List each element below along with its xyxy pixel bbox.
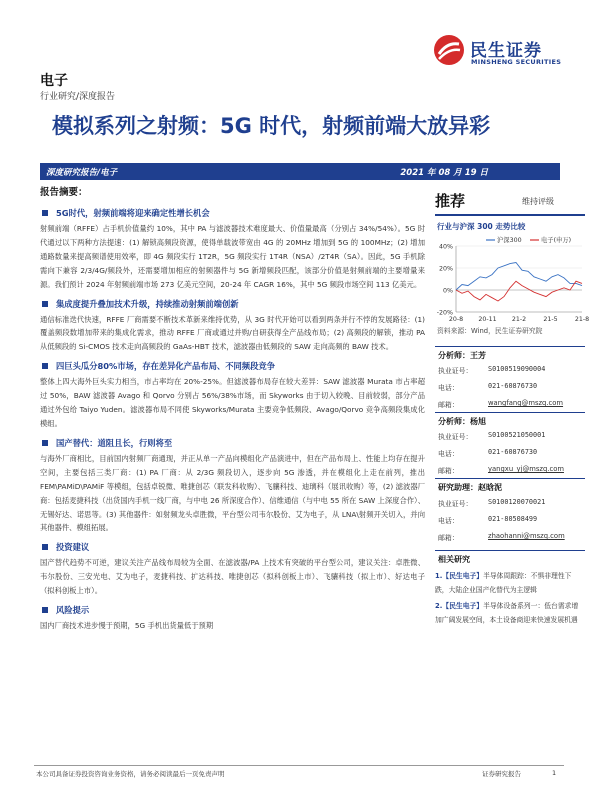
email-link[interactable]: wangfang@mszq.com [488, 399, 564, 407]
y-tick-label: -20% [436, 309, 453, 317]
x-tick-label: 21-2 [511, 316, 527, 323]
footer-divider [34, 765, 564, 766]
page-number: 1 [552, 769, 557, 777]
x-tick-label: 21-8 [574, 316, 590, 323]
summary-section [40, 360, 425, 431]
band-report-type: 深度研究报告/电子 [46, 168, 118, 178]
bullet-square-icon [42, 440, 48, 446]
report-category: 行业研究/深度报告 [40, 92, 116, 102]
footer-disclaimer: 本公司具备证券投资咨询业务资格，请务必阅读最后一页免责声明 [36, 770, 225, 778]
bullet-square-icon [42, 607, 48, 613]
section-paragraph: 射频前端（RFFE）占手机价值量约 10%，其中 PA 与滤波器技术难度最大、价值量最高（分别占 34%/54%）。5G 时代通过以下两种方法提速：(1) 解锁高频段资源，使得单载波带宽由 4G 的 20MHz 增加到 5G 的 100MHz；(2) 增加通路数量来提高频谱使用效率，即 4G 频段实行 1T2R，5G 频段实行 1T4R（NSA）/2T4R（SA）。因此，5G 手机除需向下兼容 2/3/4G/频段外，还需要增加相应的射频器件与 5G 新增频段匹配，该部分价值是射频前端的主要增量来源。我们预计 2024 年射频前端市场 273 亿美元空间，20-24 年 CAGR 16%，其中 5G 频段市场空间 113 亿美元。 [40, 224, 425, 289]
trend-chart [432, 232, 590, 326]
rating-recommend: 推荐 [435, 192, 466, 210]
bullet-square-icon [42, 544, 48, 550]
analyst-heading: 研究助理：赵晗泥 [435, 478, 585, 493]
summary-section [40, 437, 425, 535]
bullet-square-icon [42, 210, 48, 216]
logo-text-en: MINSHENG SECURITIES [471, 58, 562, 66]
legend-label: 沪深300 [497, 237, 522, 244]
bullet-square-icon [42, 301, 48, 307]
analyst-row: 电话： 021-80508499 [438, 515, 538, 525]
y-tick-label: 0% [443, 287, 453, 295]
band-report-date: 2021 年 08 月 19 日 [400, 168, 488, 178]
series-line-0 [456, 263, 582, 291]
related-research-heading: 相关研究 [435, 550, 585, 565]
analyst-row[interactable]: 邮箱： wangfang@mszq.com [438, 399, 564, 409]
section-paragraph: 国产替代趋势不可逆，建议关注产品线布局较为全面、在滤波器/PA 上技术有突破的平台型公司，建议关注：卓胜微、韦尔股份、三安光电、艾为电子，麦捷科技、扩达科技、唯捷创芯（拟科创板上市）、飞骧科技（拟上市）、好达电子（拟科创板上市）。 [40, 558, 425, 596]
summary-heading: 报告摘要： [40, 187, 88, 198]
section-heading: 集成度提升叠加技术升级，持续推动射频前端创新 [40, 298, 425, 310]
summary-section [40, 298, 425, 355]
rating-divider [435, 214, 585, 216]
section-heading: 5G时代，射频前端将迎来确定性增长机会 [40, 207, 425, 219]
analyst-row: 电话： 021-60876730 [438, 382, 538, 392]
bullet-square-icon [42, 363, 48, 369]
y-tick-label: 40% [439, 243, 453, 251]
analyst-row: 执业证号： S0100120070021 [438, 498, 546, 508]
report-title: 模拟系列之射频：5G 时代，射频前端大放异彩 [52, 114, 491, 138]
summary-section [40, 604, 425, 633]
chart-source: 资料来源：Wind，民生证券研究院 [437, 327, 543, 335]
x-tick-label: 20-11 [478, 316, 497, 323]
section-heading: 风险提示 [40, 604, 425, 616]
analyst-row: 执业证号： S0100521050001 [438, 431, 546, 441]
legend-label: 电子(申万) [541, 237, 572, 244]
analyst-row[interactable]: 邮箱： zhaohanni@mszq.com [438, 532, 565, 542]
section-paragraph: 国内厂商技术进步慢于预期，5G 手机出货量低于预期 [40, 621, 214, 631]
summary-section [40, 207, 425, 292]
analyst-row: 电话： 021-60876730 [438, 448, 538, 458]
summary-column [40, 181, 425, 633]
section-paragraph: 整体上四大海外巨头实力相当，市占率均在 20%-25%。但滤波器布局存在较大差异：SAW 滤波器 Murata 市占率超过 50%，BAW 滤波器 Avago 和 Qorvo 分别占 56%/38%市场，而 Skyworks 由于切入较晚、目前较弱，部分产品通过外包给 Taiyo Yuden。滤波器布局不同使 Skyworks/Murata 主要竞争低频段、Avago/Qorvo 竞争高频段集成化模组。 [40, 377, 425, 428]
x-tick-label: 21-5 [543, 316, 558, 323]
rating-label: 维持评级 [522, 197, 554, 206]
email-link[interactable]: zhaohanni@mszq.com [488, 532, 565, 540]
related-research-item[interactable]: 2.【民生电子】半导体设备系列一：低台需求增加广阔发展空间，本土设备商迎来快速发展机遇 [435, 602, 579, 624]
related-research-item[interactable]: 1.【民生电子】半导体周跟踪：不惧非理性下跌，大陆企业国产化替代为主逻辑 [435, 572, 572, 594]
x-tick-label: 20-8 [448, 316, 464, 323]
report-info-band [40, 163, 560, 180]
logo-text-cn: 民生证券 [470, 41, 542, 61]
section-heading: 国产替代：道阻且长，行则将至 [40, 437, 425, 449]
sector-label: 电子 [40, 73, 68, 89]
footer-report-type: 证券研究报告 [482, 770, 521, 778]
analyst-row: 执业证号： S0100519090004 [438, 365, 546, 375]
email-link[interactable]: yangxu_yj@mszq.com [488, 465, 564, 473]
section-paragraph: 通信标准迭代快速，RFFE 厂商需要不断技术革新来维持优势，从 3G 时代开始可以看到两条并行不悖的发展路径：(1) 覆盖频段数增加带来的集成化需求，推动 RFFE 厂商或通过并购/自研获得全产品线布局；(2) 高频段的解锁，推动 PA 从低频段的 Si-CMOS 技术走向高频段的 GaAs-HBT 技术，滤波器由低频段的 SAW 走向高频的 BAW 技术。 [40, 314, 425, 352]
summary-section [40, 541, 425, 598]
section-paragraph: 与海外厂商相比，目前国内射频厂商通现，并正从单一产品向模组化产品演进中，但在产品布局上、性能上均存在提升空间，主要包括三类厂商：(1) PA 厂商：从 2/3G 频段切入，逐步向 5G 渗透，并在模组化上走在前列，推出 FEM\PAMiD\PAMiF 等模组，包括卓锐微、唯捷创芯（联发科收购）、飞骧科技、迪璃科（展讯收购）等，(2) 滤波器厂商：包括麦捷科技（出货国内手机一线厂商，与中电 26 所深度合作）、信维通信（与中电 55 所在 SAW 上深度合作）、无锡好达、诺思等。(3) 其他器件：如射频龙头卓胜微，平台型公司韦尔股份、艾为电子，从 LNA\射频开关切入，并向其他器件、模组拓展。 [40, 453, 425, 533]
analyst-heading: 分析师：杨旭 [435, 412, 585, 427]
minsheng-logo-icon [433, 34, 465, 66]
section-heading: 投资建议 [40, 541, 425, 553]
chart-title: 行业与沪深 300 走势比较 [437, 222, 526, 231]
section-heading: 四巨头瓜分80%市场，存在差异化产品布局、不同频段竞争 [40, 360, 425, 372]
analyst-heading: 分析师：王芳 [435, 346, 585, 361]
series-line-1 [456, 281, 582, 301]
analyst-row[interactable]: 邮箱： yangxu_yj@mszq.com [438, 465, 564, 475]
y-tick-label: 20% [439, 265, 453, 273]
